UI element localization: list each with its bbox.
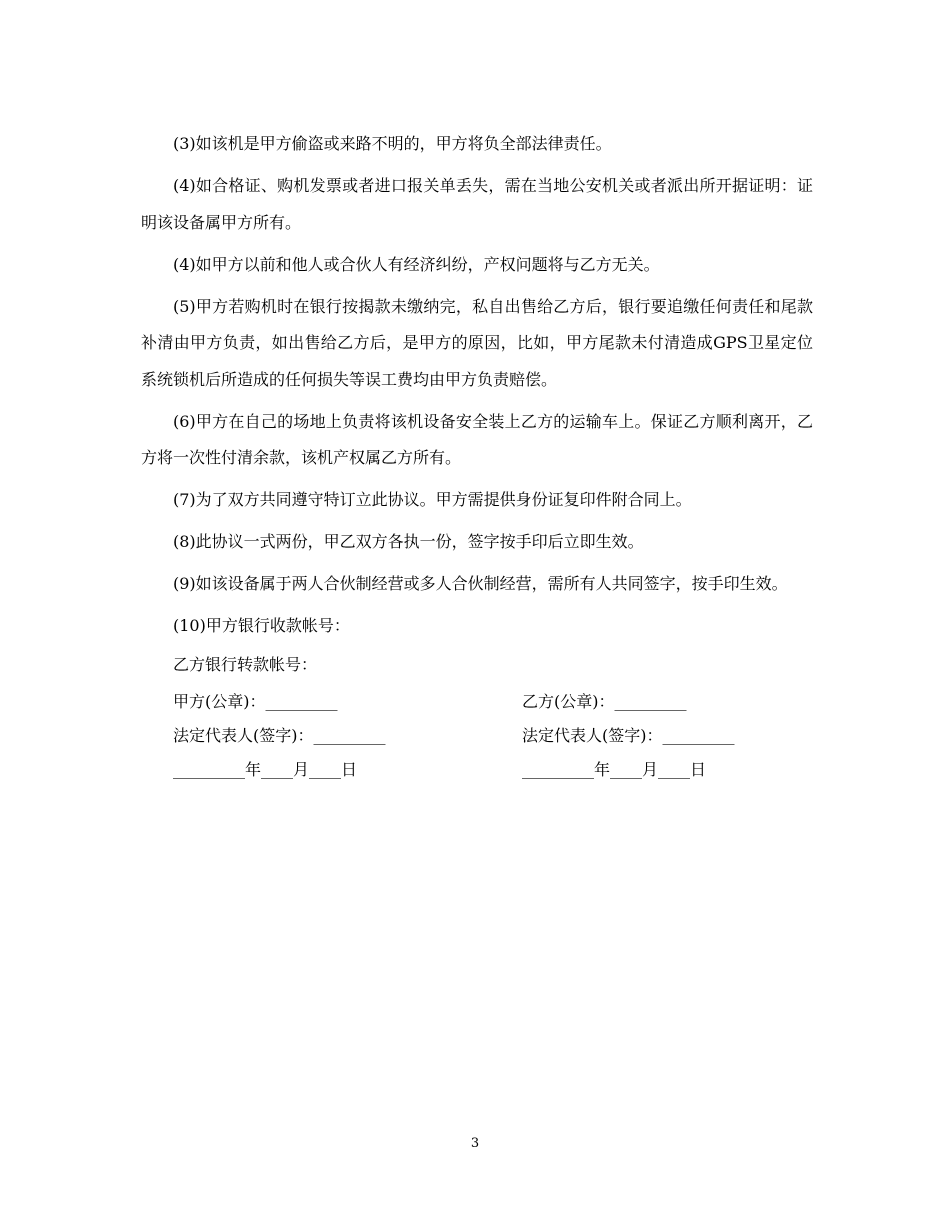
party-b-representative-field: 法定代表人(签字)：_________ <box>522 726 735 745</box>
date-row <box>141 753 813 787</box>
clause-3: (3)如该机是甲方偷盗或来路不明的，甲方将负全部法律责任。 <box>173 134 612 153</box>
party-a-representative-field: 法定代表人(签字)：_________ <box>173 726 386 745</box>
document-body <box>141 126 813 787</box>
seal-row <box>141 685 813 719</box>
party-a-bank-account: (10)甲方银行收款帐号： <box>173 616 350 635</box>
page-number: 3 <box>470 1136 480 1151</box>
clause-9: (9)如该设备属于两人合伙制经营或多人合伙制经营，需所有人共同签字，按手印生效。 <box>173 574 788 593</box>
clause-5: (5)甲方若购机时在银行按揭款未缴纳完，私自出售给乙方后，银行要追缴任何责任和尾款补清由甲方负责，如出售给乙方后，是甲方的原因，比如，甲方尾款未付清造成GPS卫星定位系统锁机后所造成的任何损失等误工费均由甲方负责赔偿。 <box>141 296 813 389</box>
clause-7: (7)为了双方共同遵守特订立此协议。甲方需提供身份证复印件附合同上。 <box>173 490 692 509</box>
clause-4-certificate: (4)如合格证、购机发票或者进口报关单丢失，需在当地公安机关或者派出所开据证明：证明该设备属甲方所有。 <box>141 176 813 232</box>
clause-8: (8)此协议一式两份，甲乙双方各执一份，签字按手印后立即生效。 <box>173 532 644 551</box>
party-a-date-field: _________年____月____日 <box>173 760 358 779</box>
party-b-date-field: _________年____月____日 <box>522 760 707 779</box>
representative-row <box>141 719 813 753</box>
party-b-seal-field: 乙方(公章)：_________ <box>522 692 687 711</box>
clause-4-dispute: (4)如甲方以前和他人或合伙人有经济纠纷，产权问题将与乙方无关。 <box>173 254 660 274</box>
party-b-bank-account: 乙方银行转款帐号： <box>173 654 318 674</box>
party-a-seal-field: 甲方(公章)：_________ <box>173 692 338 711</box>
clause-6: (6)甲方在自己的场地上负责将该机设备安全装上乙方的运输车上。保证乙方顺利离开，乙方将一次性付清余款，该机产权属乙方所有。 <box>141 411 813 467</box>
